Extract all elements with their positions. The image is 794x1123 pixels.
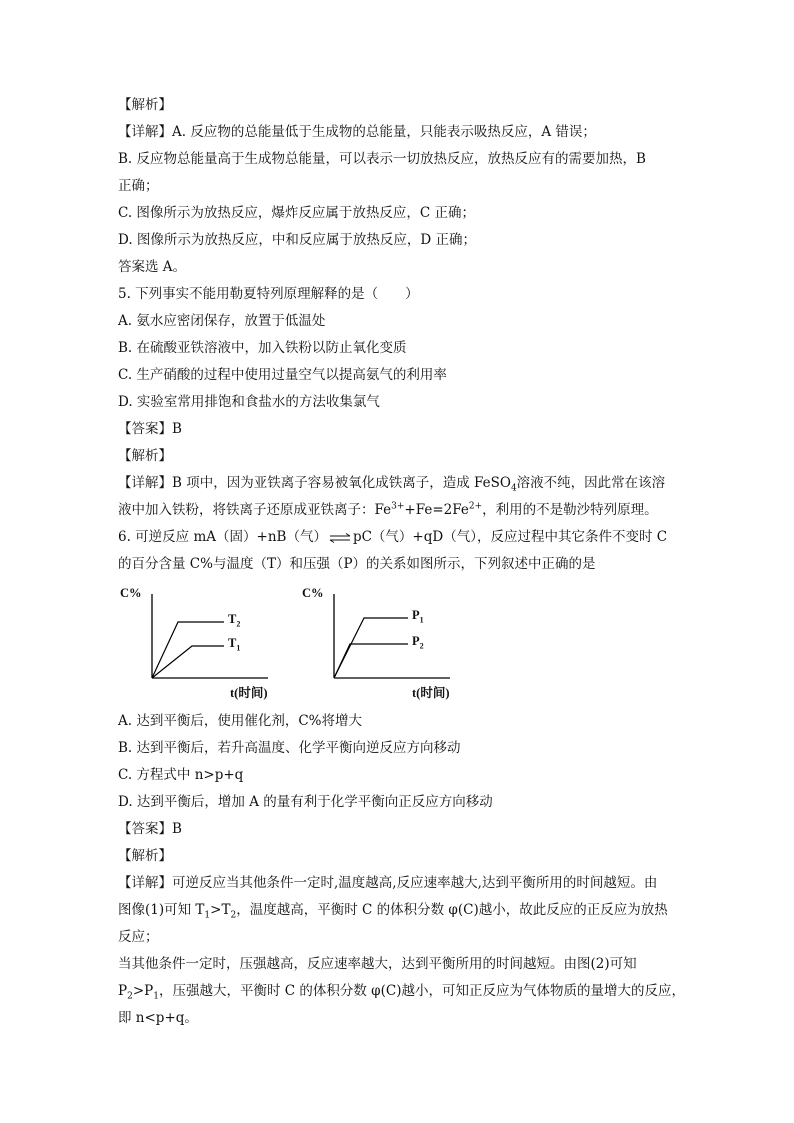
- question-6-stem-line-1: 6. 可逆反应 mA（固）+nB（气） pC（气）+qD（气），反应过程中其它条件不变时 C: [118, 529, 668, 545]
- question-5-option-c: C. 生产硝酸的过程中使用过量空气以提高氨气的利用率: [118, 367, 447, 383]
- question-6-figures: [118, 584, 678, 704]
- detail-line: 【详解】A. 反应物的总能量低于生成物的总能量，只能表示吸热反应，A 错误；: [118, 124, 596, 140]
- question-5-stem: 5. 下列事实不能用勒夏特列原理解释的是（ ）: [118, 286, 419, 302]
- figure-pressure-xlabel: t(时间): [412, 686, 450, 700]
- figure-pressure-ylabel: C%: [302, 586, 324, 600]
- question-5-analysis-heading: 【解析】: [118, 448, 172, 464]
- document-page: [118, 92, 685, 1032]
- question-6-option-d: D. 达到平衡后，增加 A 的量有利于化学平衡向正反应方向移动: [118, 794, 493, 810]
- question-6-option-b: B. 达到平衡后，若升高温度、化学平衡向逆反应方向移动: [118, 740, 461, 756]
- detail-line: B. 反应物总能量高于生成物总能量，可以表示一切放热反应，放热反应有的需要加热，B: [118, 151, 646, 167]
- question-5-option-a: A. 氨水应密闭保存，放置于低温处: [118, 313, 326, 329]
- detail-line: C. 图像所示为放热反应，爆炸反应属于放热反应，C 正确；: [118, 205, 476, 221]
- question-6-option-c: C. 方程式中 n>p+q: [118, 767, 244, 783]
- question-6-detail-line-5: $P_2>P_1$，压强越大，平衡时 C 的体积分数 φ(C)越小，可知正反应为气体物质的量增大的反应，: [118, 983, 685, 1002]
- figure-pressure-label-p1: $P_1$: [412, 608, 424, 625]
- equilibrium-arrow-icon: [329, 533, 351, 543]
- figure-temperature-label-t1: $T_1$: [228, 636, 241, 653]
- question-6-detail-line-6: 即 n<p+q。: [118, 1010, 198, 1026]
- question-5-option-d: D. 实验室常用排饱和食盐水的方法收集氯气: [118, 394, 380, 410]
- question-5-detail-line-1: 【详解】B 项中，因为亚铁离子容易被氧化成铁离子，造成 FeSO$_4$溶液不纯，因此常在该溶: [118, 475, 666, 494]
- figure-pressure: [300, 584, 470, 704]
- figure-temperature-xlabel: t(时间): [230, 686, 268, 700]
- question-6-stem-line-2: 的百分含量 C%与温度（T）和压强（P）的关系如图所示，下列叙述中正确的是: [118, 556, 596, 572]
- question-6-detail-line-3: 反应；: [118, 929, 159, 945]
- question-6-option-a: A. 达到平衡后，使用催化剂，C%将增大: [118, 713, 362, 729]
- question-6-detail-line-2: 图像(1)可知 $T_1>T_2$，温度越高，平衡时 C 的体积分数 φ(C)越小，故此反应的正反应为放热: [118, 902, 668, 921]
- answer-choice-line: 答案选 A。: [118, 259, 187, 275]
- question-5-option-b: B. 在硫酸亚铁溶液中，加入铁粉以防止氧化变质: [118, 340, 407, 356]
- figure-pressure-label-p2: $P_2$: [412, 634, 424, 651]
- figure-temperature: [118, 584, 288, 704]
- detail-line: D. 图像所示为放热反应，中和反应属于放热反应，D 正确；: [118, 232, 477, 248]
- analysis-heading: 【解析】: [118, 97, 172, 113]
- figure-temperature-label-t2: $T_2$: [228, 612, 241, 629]
- question-6-analysis-heading: 【解析】: [118, 848, 172, 864]
- detail-line: 正确；: [118, 178, 159, 194]
- figure-temperature-ylabel: C%: [120, 586, 142, 600]
- question-5-answer: 【答案】B: [118, 421, 182, 437]
- question-6-detail-line-4: 当其他条件一定时，压强越高，反应速率越大，达到平衡所用的时间越短。由图(2)可知: [118, 956, 637, 972]
- question-6-detail-line-1: 【详解】可逆反应当其他条件一定时,温度越高,反应速率越大,达到平衡所用的时间越短。由: [118, 875, 658, 891]
- question-6-answer: 【答案】B: [118, 821, 182, 837]
- question-5-detail-line-2: 液中加入铁粉，将铁离子还原成亚铁离子：$Fe^{3+}+Fe=2Fe^{2+}$，利用的不是勒沙特列原理。: [118, 501, 658, 518]
